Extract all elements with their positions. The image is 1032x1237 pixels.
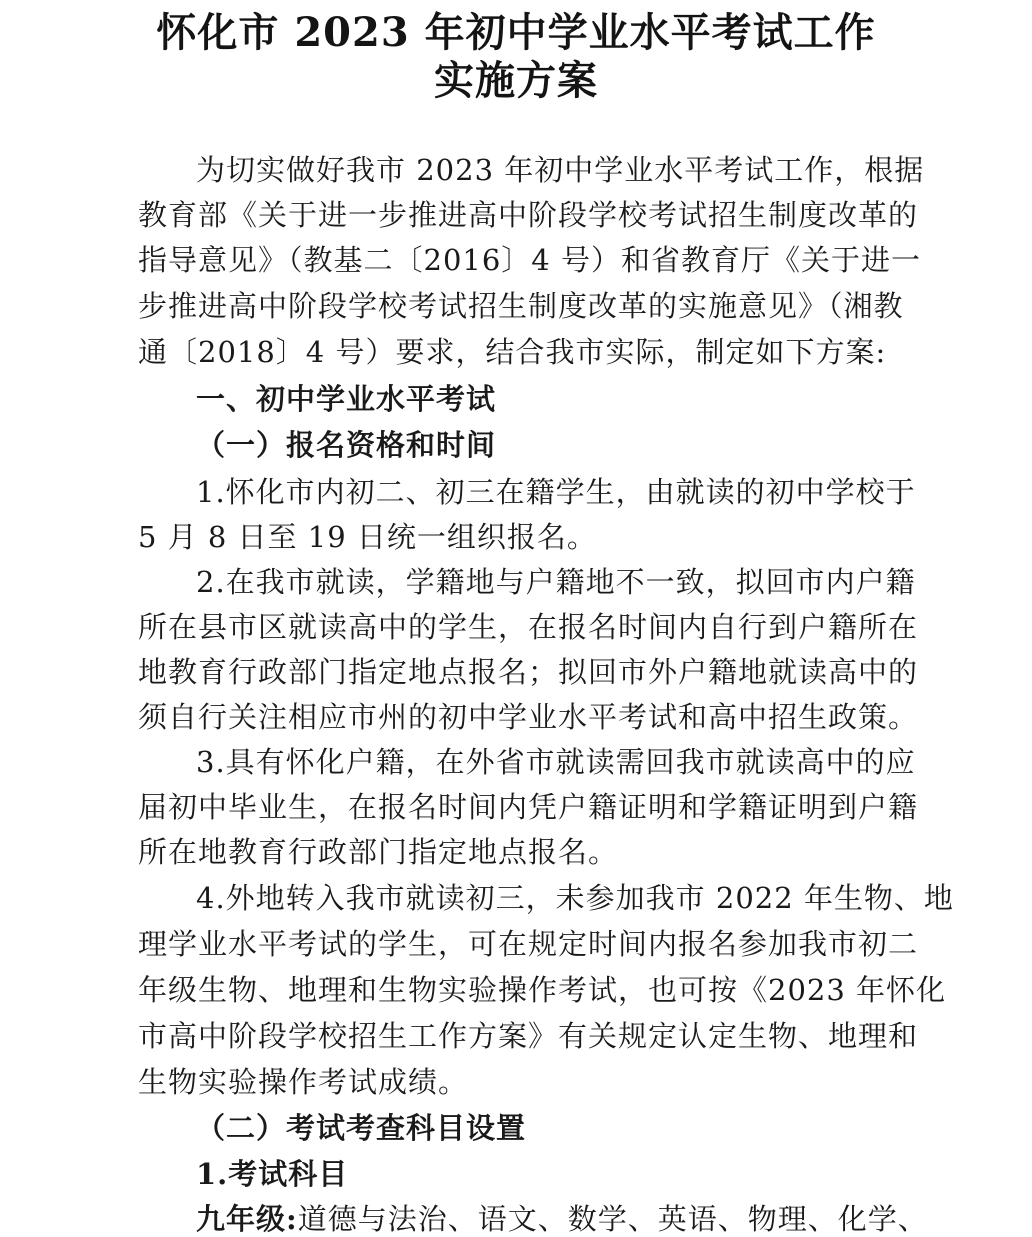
item-1-line-2: 5 月 8 日至 19 日统一组织报名。 [138,520,597,554]
intro-line-4: 步推进高中阶段学校考试招生制度改革的实施意见》（湘教 [138,289,904,323]
item-1-line-1: 1.怀化市内初二、初三在籍学生，由就读的初中学校于 [196,475,916,509]
intro-line-1: 为切实做好我市 2023 年初中学业水平考试工作，根据 [196,153,925,187]
grade-9-subjects [196,1201,928,1237]
item-4-line-5: 生物实验操作考试成绩。 [138,1065,469,1099]
item-3-line-2: 届初中毕业生，在报名时间内凭户籍证明和学籍证明到户籍 [138,790,919,824]
item-4-line-4: 市高中阶段学校招生工作方案》有关规定认定生物、地理和 [138,1019,919,1053]
subsection-heading-1: （一）报名资格和时间 [196,428,497,462]
item-2-line-3: 地教育行政部门指定地点报名；拟回市外户籍地就读高中的 [138,655,919,689]
subsection-heading-2: （二）考试考查科目设置 [196,1111,527,1145]
document-title-line-2: 实施方案 [434,57,598,104]
grade-9-subjects-text: 道德与法治、语文、数学、英语、物理、化学、 [297,1202,928,1236]
grade-9-label: 九年级: [196,1202,298,1236]
item-3-line-3: 所在地教育行政部门指定地点报名。 [138,835,619,869]
exam-subjects-heading: 1.考试科目 [196,1157,349,1191]
item-2-line-2: 所在县市区就读高中的学生，在报名时间内自行到户籍所在 [138,610,919,644]
item-2-line-4: 须自行关注相应市州的初中学业水平考试和高中招生政策。 [138,700,919,734]
item-4-line-2: 理学业水平考试的学生，可在规定时间内报名参加我市初二 [138,927,919,961]
document-title-line-1: 怀化市 2023 年初中学业水平考试工作 [156,9,876,56]
item-4-line-3: 年级生物、地理和生物实验操作考试，也可按《2023 年怀化 [138,973,947,1007]
item-3-line-1: 3.具有怀化户籍，在外省市就读需回我市就读高中的应 [196,745,916,779]
item-2-line-1: 2.在我市就读，学籍地与户籍地不一致，拟回市内户籍 [196,565,916,599]
intro-line-2: 教育部《关于进一步推进高中阶段学校考试招生制度改革的 [138,198,919,232]
intro-line-3: 指导意见》（教基二〔2016〕4 号）和省教育厅《关于进一 [138,243,921,277]
intro-line-5: 通〔2018〕4 号）要求，结合我市实际，制定如下方案: [138,335,887,369]
section-heading-1: 一、初中学业水平考试 [196,382,497,416]
item-4-line-1: 4.外地转入我市就读初三，未参加我市 2022 年生物、地 [196,881,954,915]
